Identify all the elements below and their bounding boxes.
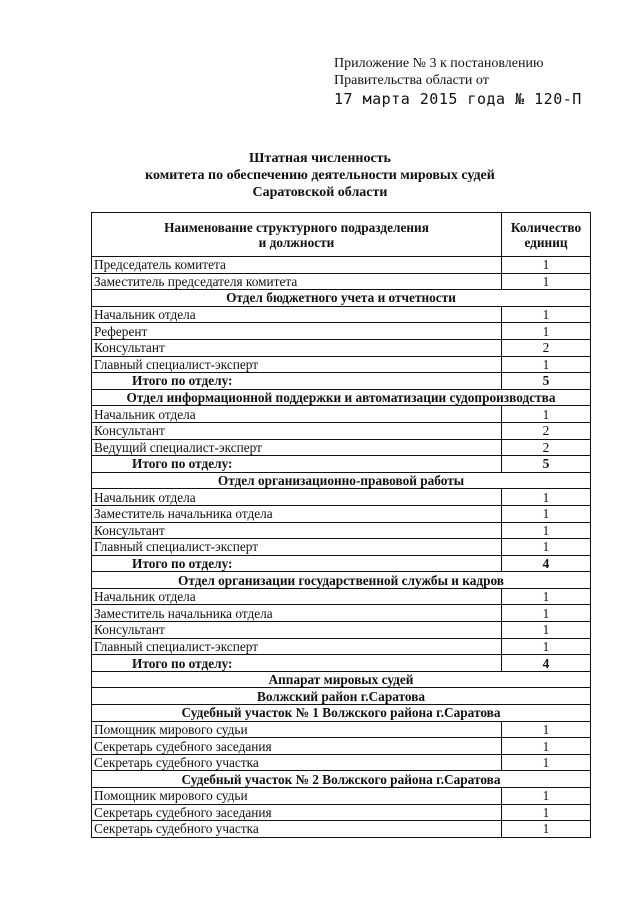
position-count: 1 bbox=[502, 754, 591, 771]
total-count: 4 bbox=[502, 655, 591, 672]
table-row bbox=[92, 257, 591, 274]
total-count: 5 bbox=[502, 456, 591, 473]
header-line-2: Правительства области от bbox=[334, 73, 489, 88]
section-row bbox=[92, 572, 591, 589]
section-row bbox=[92, 389, 591, 406]
position-name: Начальник отдела bbox=[92, 406, 502, 423]
position-count: 1 bbox=[502, 605, 591, 622]
position-name: Секретарь судебного заседания bbox=[92, 738, 502, 755]
column-header-count-line-2: единиц bbox=[524, 234, 568, 250]
total-label: Итого по отделу: bbox=[92, 456, 502, 473]
position-count: 1 bbox=[502, 257, 591, 274]
title-line-1: Штатная численность bbox=[249, 151, 391, 166]
section-row bbox=[92, 771, 591, 788]
position-name: Референт bbox=[92, 323, 502, 340]
position-name: Заместитель начальника отдела bbox=[92, 605, 502, 622]
section-row bbox=[92, 705, 591, 722]
table-row bbox=[92, 721, 591, 738]
position-count: 1 bbox=[502, 489, 591, 506]
position-name: Ведущий специалист-эксперт bbox=[92, 439, 502, 456]
section-title: Отдел организационно-правовой работы bbox=[92, 472, 591, 489]
table-header-row bbox=[92, 213, 591, 257]
position-name: Главный специалист-эксперт bbox=[92, 356, 502, 373]
table-row bbox=[92, 422, 591, 439]
position-count: 1 bbox=[502, 522, 591, 539]
table-row bbox=[92, 505, 591, 522]
column-header-count-line-1: Количество bbox=[510, 219, 582, 235]
section-title: Судебный участок № 2 Волжского района г.Саратова bbox=[92, 771, 591, 788]
position-name: Заместитель председателя комитета bbox=[92, 273, 502, 290]
position-name: Председатель комитета bbox=[92, 257, 502, 274]
total-row bbox=[92, 373, 591, 390]
position-count: 1 bbox=[502, 406, 591, 423]
table-row bbox=[92, 356, 591, 373]
section-row bbox=[92, 671, 591, 688]
total-label: Итого по отделу: bbox=[92, 555, 502, 572]
position-name: Начальник отдела bbox=[92, 489, 502, 506]
total-row bbox=[92, 655, 591, 672]
position-count: 2 bbox=[502, 439, 591, 456]
position-name: Секретарь судебного участка bbox=[92, 821, 502, 838]
section-title: Отдел организации государственной службы и кадров bbox=[92, 572, 591, 589]
total-label: Итого по отделу: bbox=[92, 655, 502, 672]
position-name: Секретарь судебного участка bbox=[92, 754, 502, 771]
column-header-name-line-2: и должности bbox=[258, 234, 335, 250]
table-row bbox=[92, 522, 591, 539]
table-row bbox=[92, 738, 591, 755]
table-row bbox=[92, 306, 591, 323]
section-title: Отдел бюджетного учета и отчетности bbox=[92, 290, 591, 307]
section-title: Аппарат мировых судей bbox=[92, 671, 591, 688]
staff-table bbox=[91, 212, 591, 838]
table-row bbox=[92, 638, 591, 655]
position-count: 1 bbox=[502, 738, 591, 755]
position-name: Консультант bbox=[92, 522, 502, 539]
position-count: 1 bbox=[502, 622, 591, 639]
total-count: 4 bbox=[502, 555, 591, 572]
table-row bbox=[92, 406, 591, 423]
table-body bbox=[92, 257, 591, 838]
position-count: 1 bbox=[502, 306, 591, 323]
section-title: Судебный участок № 1 Волжского района г.Саратова bbox=[92, 705, 591, 722]
column-header-count bbox=[502, 213, 591, 257]
total-label: Итого по отделу: bbox=[92, 373, 502, 390]
position-name: Начальник отдела bbox=[92, 306, 502, 323]
header-line-1: Приложение № 3 к постановлению bbox=[334, 56, 544, 71]
position-count: 1 bbox=[502, 323, 591, 340]
position-name: Начальник отдела bbox=[92, 588, 502, 605]
table-row bbox=[92, 622, 591, 639]
position-name: Помощник мирового судьи bbox=[92, 721, 502, 738]
position-name: Главный специалист-эксперт bbox=[92, 638, 502, 655]
position-count: 1 bbox=[502, 804, 591, 821]
position-count: 1 bbox=[502, 356, 591, 373]
table-row bbox=[92, 439, 591, 456]
section-row bbox=[92, 688, 591, 705]
table-row bbox=[92, 754, 591, 771]
section-title: Отдел информационной поддержки и автоматизации судопроизводства bbox=[92, 389, 591, 406]
table-row bbox=[92, 788, 591, 805]
column-header-name-line-1: Наименование структурного подразделения bbox=[164, 219, 429, 235]
section-row bbox=[92, 472, 591, 489]
position-count: 1 bbox=[502, 721, 591, 738]
position-count: 1 bbox=[502, 273, 591, 290]
table-row bbox=[92, 605, 591, 622]
position-count: 2 bbox=[502, 339, 591, 356]
position-name: Консультант bbox=[92, 622, 502, 639]
position-name: Консультант bbox=[92, 422, 502, 439]
position-count: 1 bbox=[502, 821, 591, 838]
document-header bbox=[334, 55, 582, 108]
column-header-name bbox=[92, 213, 502, 257]
table-row bbox=[92, 821, 591, 838]
header-line-3: 17 марта 2015 года № 120-П bbox=[334, 90, 582, 108]
position-name: Секретарь судебного заседания bbox=[92, 804, 502, 821]
table-row bbox=[92, 804, 591, 821]
title-line-3: Саратовской области bbox=[252, 185, 388, 200]
table-row bbox=[92, 273, 591, 290]
position-name: Заместитель начальника отдела bbox=[92, 505, 502, 522]
position-count: 1 bbox=[502, 638, 591, 655]
position-count: 1 bbox=[502, 588, 591, 605]
total-count: 5 bbox=[502, 373, 591, 390]
position-count: 2 bbox=[502, 422, 591, 439]
table-row bbox=[92, 588, 591, 605]
section-row bbox=[92, 290, 591, 307]
table-row bbox=[92, 339, 591, 356]
position-name: Консультант bbox=[92, 339, 502, 356]
table-row bbox=[92, 323, 591, 340]
position-count: 1 bbox=[502, 539, 591, 556]
total-row bbox=[92, 555, 591, 572]
position-count: 1 bbox=[502, 505, 591, 522]
position-name: Помощник мирового судьи bbox=[92, 788, 502, 805]
table-row bbox=[92, 539, 591, 556]
position-name: Главный специалист-эксперт bbox=[92, 539, 502, 556]
section-title: Волжский район г.Саратова bbox=[92, 688, 591, 705]
position-count: 1 bbox=[502, 788, 591, 805]
title-line-2: комитета по обеспечению деятельности мировых судей bbox=[145, 168, 495, 183]
document-title bbox=[0, 150, 640, 201]
total-row bbox=[92, 456, 591, 473]
table-row bbox=[92, 489, 591, 506]
